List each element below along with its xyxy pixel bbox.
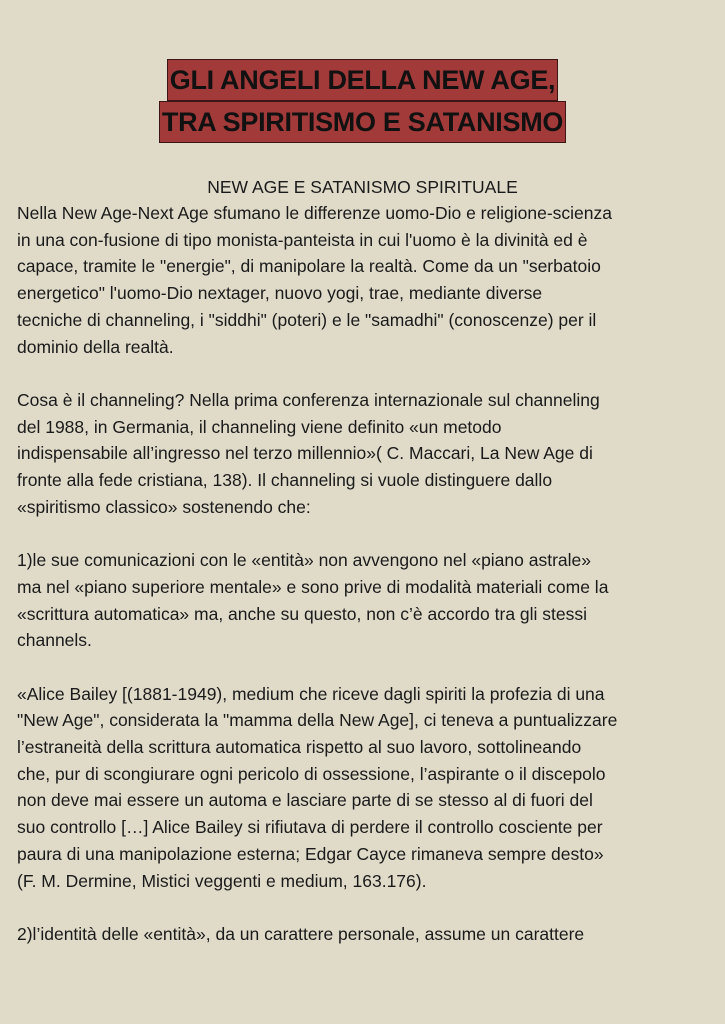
- section-subtitle: NEW AGE E SATANISMO SPIRITUALE: [207, 177, 518, 197]
- paragraph: 2)l’identità delle «entità», da un carattere personale, assume un carattere: [17, 923, 585, 944]
- title-block: [0, 59, 725, 143]
- body-text: [17, 200, 712, 974]
- title-line-1: GLI ANGELI DELLA NEW AGE,: [167, 59, 559, 101]
- title-line-2: TRA SPIRITISMO E SATANISMO: [159, 101, 566, 143]
- paragraph: «Alice Bailey [(1881-1949), medium che riceve dagli spiriti la profezia di una "New Age", considerata la "mamma della New Age], ci teneva a puntualizzare l’estraneità della scrittura automatica rispetto al suo lavoro, sottolineando che, pur di scongiurare ogni pericolo di ossessione, l’aspirante o il discepolo non deve mai essere un automa e lasciare parte di se stesso al di fuori del suo controllo […] Alice Bailey si rifiutava di perdere il controllo cosciente per paura di una manipolazione esterna; Edgar Cayce rimaneva sempre desto» (F. M. Dermine, Mistici veggenti e medium, 163.176).: [17, 683, 618, 891]
- paragraph: Cosa è il channeling? Nella prima conferenza internazionale sul channeling del 1988, in Germania, il channeling viene definito «un metodo indispensabile all’ingresso nel terzo millennio»( C. Maccari, La New Age di fronte alla fede cristiana, 138). Il channeling si vuole distinguere dallo «spiritismo classico» sostenendo che:: [17, 389, 600, 517]
- paragraph: Nella New Age-Next Age sfumano le differenze uomo-Dio e religione-scienza in una con-fusione di tipo monista-panteista in cui l'uomo è la divinità ed è capace, tramite le "energie", di manipolare la realtà. Come da un "serbatoio energetico" l'uomo-Dio nextager, nuovo yogi, trae, mediante diverse tecniche di channeling, i "siddhi" (poteri) e le "samadhi" (conoscenze) per il dominio della realtà.: [17, 203, 612, 357]
- paragraph: 1)le sue comunicazioni con le «entità» non avvengono nel «piano astrale» ma nel «piano superiore mentale» e sono prive di modalità materiali come la «scrittura automatica» ma, anche su questo, non c’è accordo tra gli stessi channels.: [17, 550, 609, 651]
